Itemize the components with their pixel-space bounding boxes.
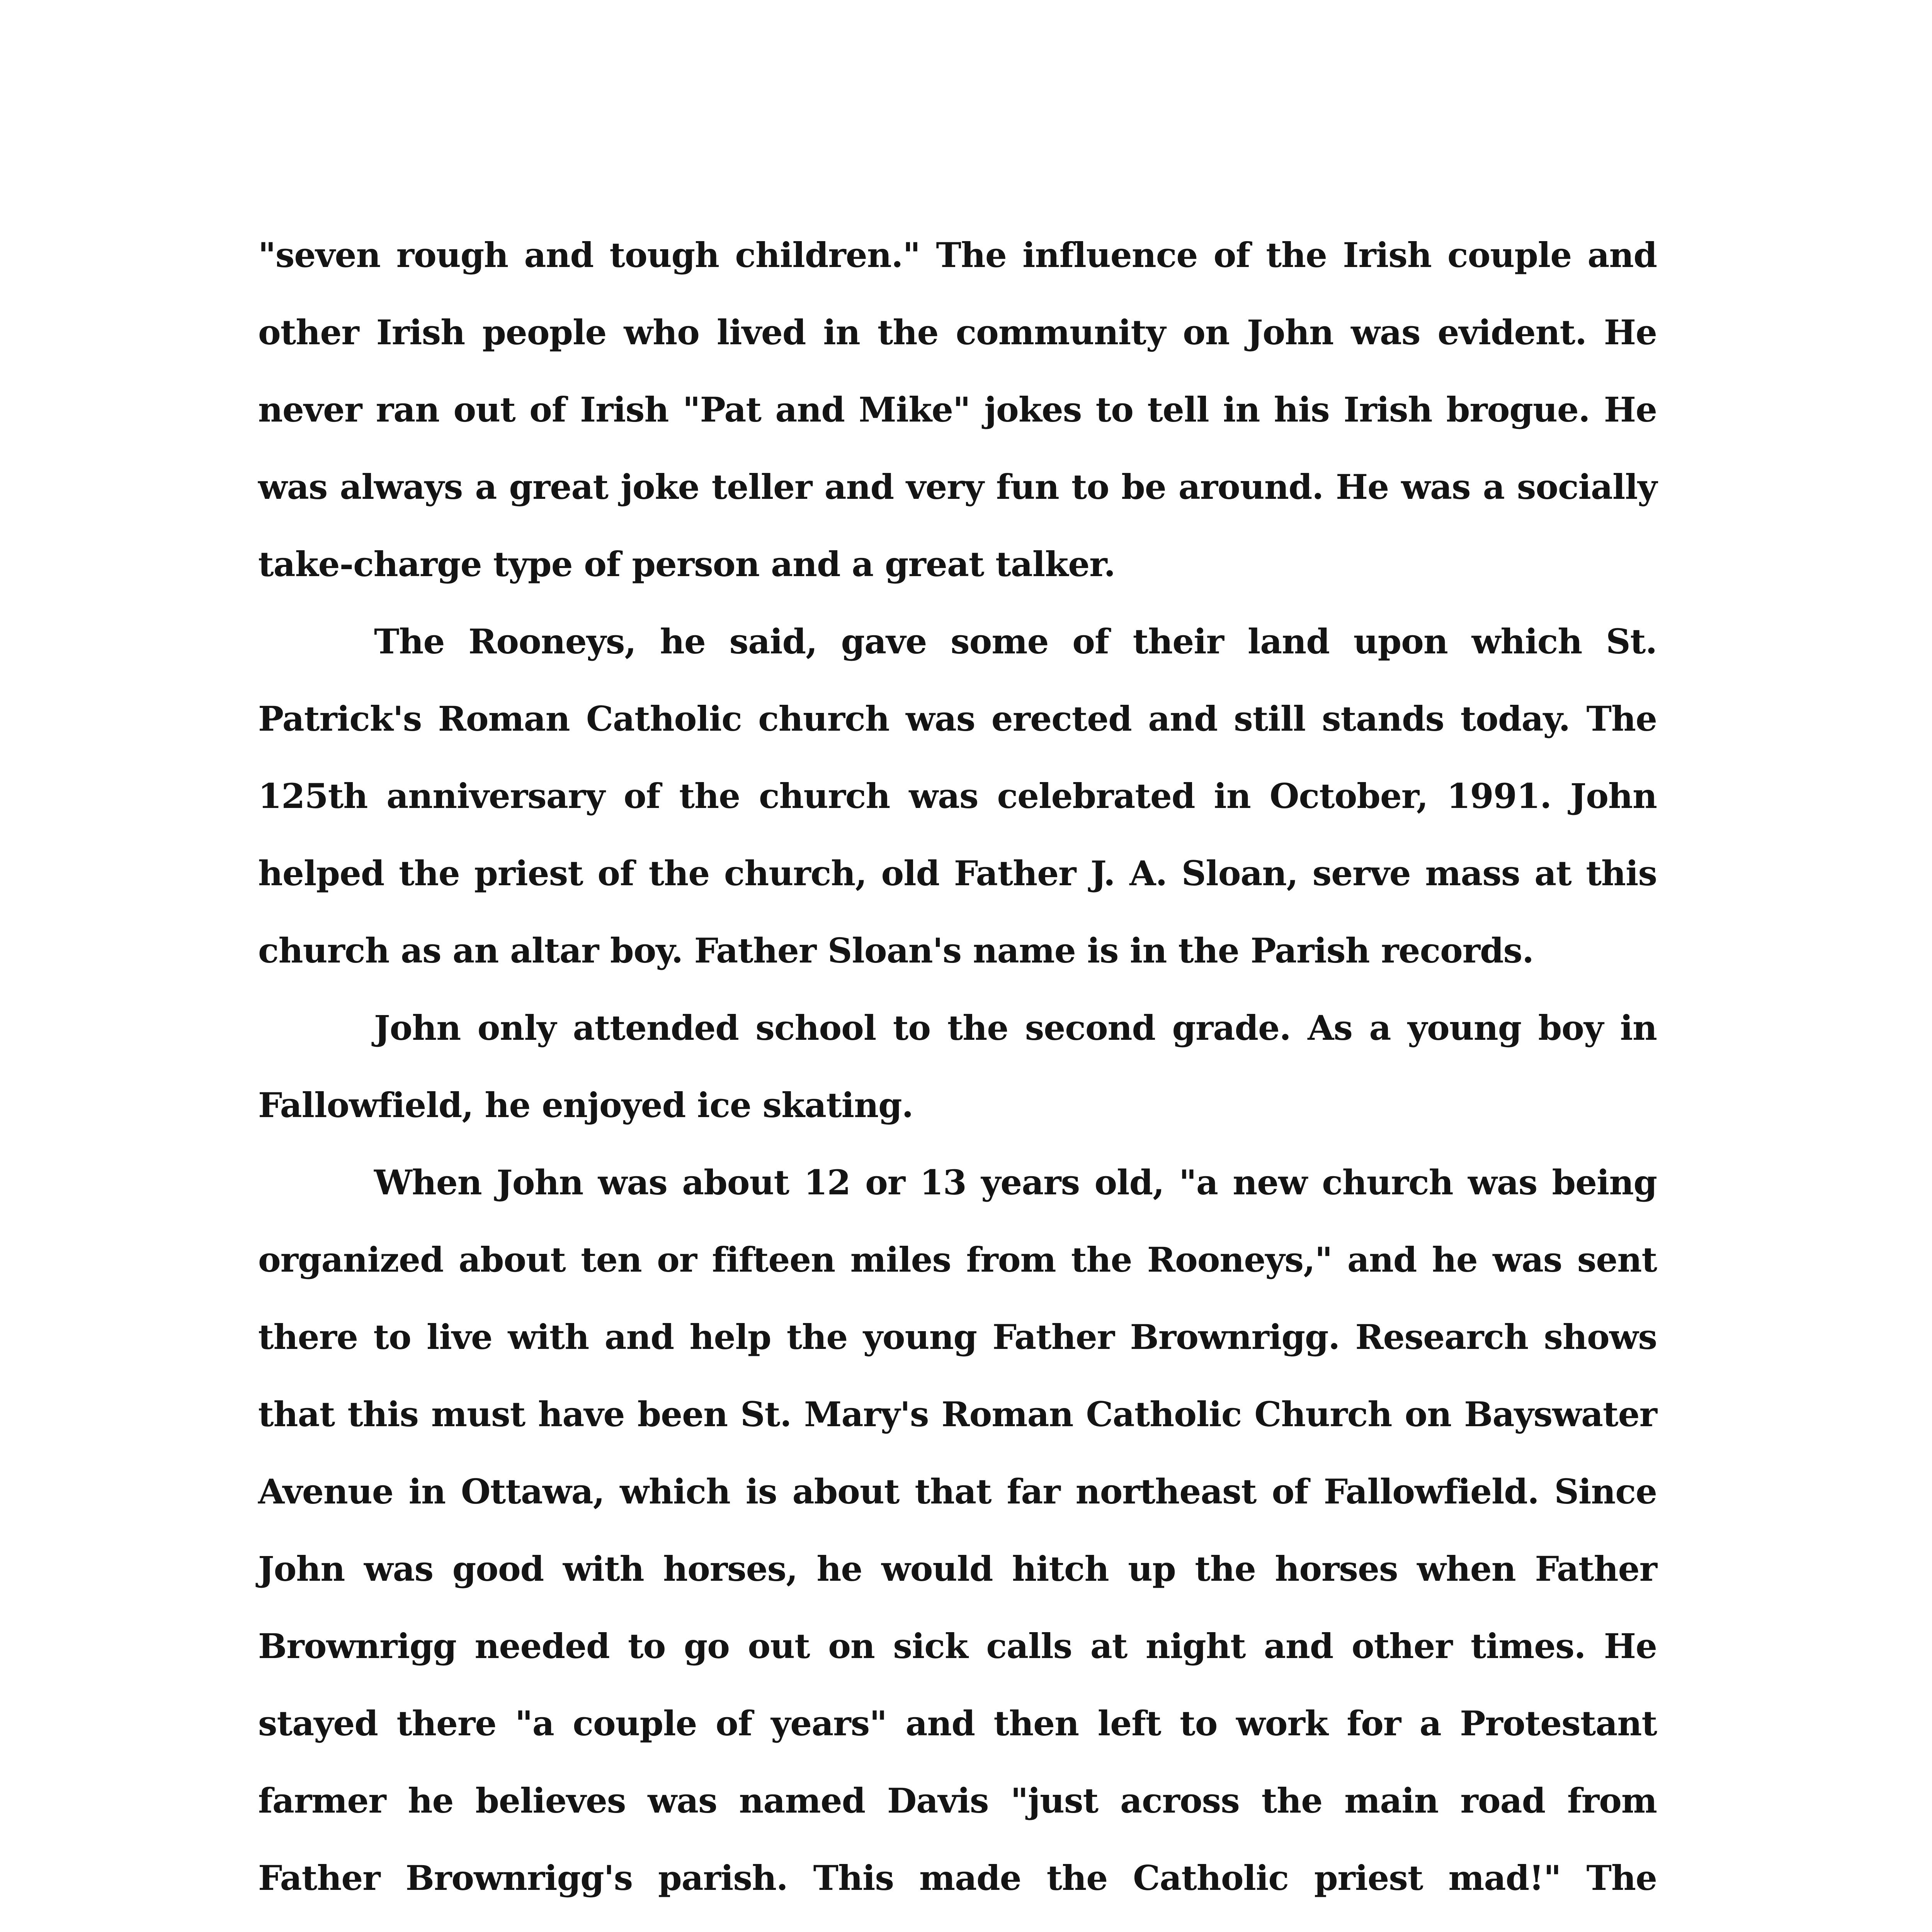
paragraph-1: "seven rough and tough children." The influence of the Irish couple and other Irish people who lived in the community on John was evident. He never ran out of Irish "Pat and Mike" jokes to tell in his Irish brogue. He was always a great joke teller and very fun to be around. He was a socially take-charge type of person and a great talker. <box>258 235 1657 584</box>
body-text <box>258 216 1657 1932</box>
paragraph-3: John only attended school to the second grade. As a young boy in Fallowfield, he enjoyed ice skating. <box>258 1008 1657 1125</box>
paragraph-2: The Rooneys, he said, gave some of their land upon which St. Patrick's Roman Catholic church was erected and still stands today. The 125th anniversary of the church was celebrated in October, 1991. John helped the priest of the church, old Father J. A. Sloan, serve mass at this church as an altar boy. Father Sloan's name is in the Parish records. <box>258 621 1657 971</box>
paragraph-4: When John was about 12 or 13 years old, "a new church was being organized about ten or fifteen miles from the Rooneys," and he was sent there to live with and help the young Father Brownrigg. Research shows that this must have been St. Mary's Roman Catholic Church on Bayswater Avenue in Ottawa, which is about that far northeast of Fallowfield. Since John was good with horses, he would hitch up the horses when Father Brownrigg needed to go out on sick calls at night and other times. He stayed there "a couple of years" and then left to work for a Protestant farmer he believes was named Davis "just across the main road from Father Brownrigg's parish. This made the Catholic priest mad!" The <box>258 1162 1657 1898</box>
